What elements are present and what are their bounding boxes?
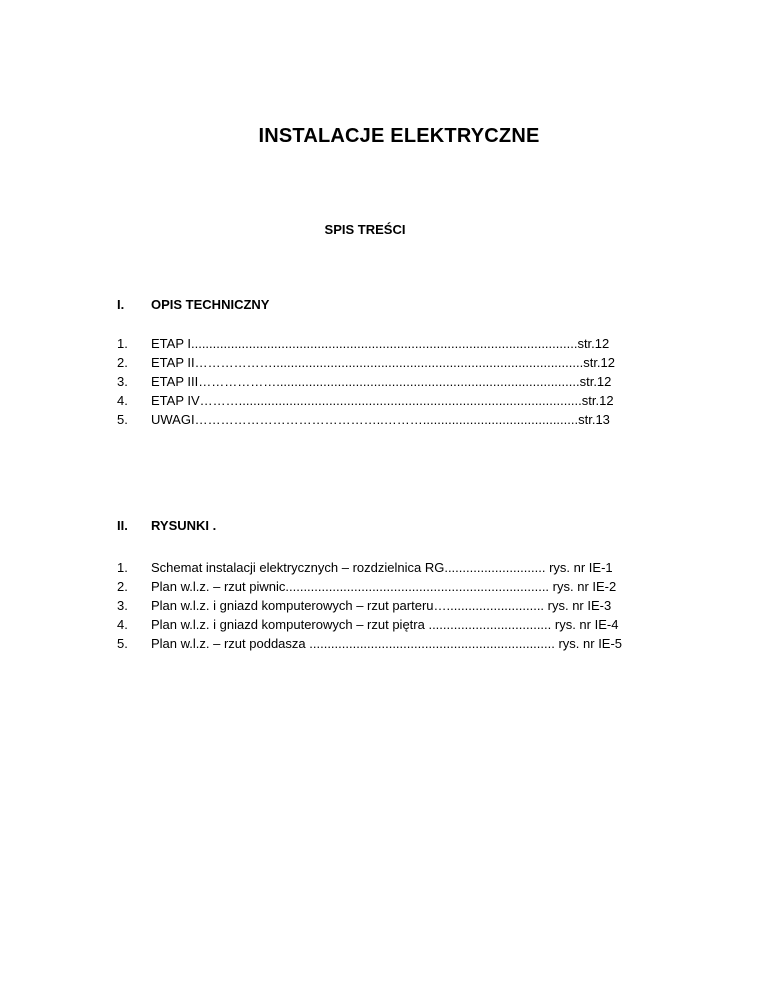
toc-entry	[117, 334, 663, 353]
entry-text: Plan w.l.z. i gniazd komputerowych – rzut piętra .................................. rys. nr IE-4	[151, 617, 619, 632]
entry-number: 5.	[117, 412, 128, 427]
toc-list-opis	[117, 334, 663, 429]
entry-text: ETAP IV………...............................................................................................str.12	[151, 393, 614, 408]
document-title: INSTALACJE ELEKTRYCZNE	[258, 125, 540, 147]
toc-list-rysunki	[117, 558, 677, 653]
entry-number: 4.	[117, 617, 128, 632]
toc-entry	[117, 615, 677, 634]
entry-text: Schemat instalacji elektrycznych – rozdzielnica RG............................ rys. nr IE-1	[151, 560, 613, 575]
entry-number: 1.	[117, 560, 128, 575]
toc-entry	[117, 391, 663, 410]
toc-entry	[117, 596, 677, 615]
entry-text: Plan w.l.z. – rzut poddasza .................................................................... rys. nr IE-5	[151, 636, 623, 651]
entry-text: ETAP III………………....................................................................................str.12	[151, 374, 612, 389]
entry-number: 2.	[117, 579, 128, 594]
section-title: RYSUNKI .	[151, 518, 217, 533]
entry-number: 3.	[117, 374, 128, 389]
toc-entry	[117, 558, 677, 577]
toc-heading: SPIS TREŚCI	[324, 222, 406, 237]
section-heading-rysunki	[117, 518, 216, 533]
entry-number: 3.	[117, 598, 128, 613]
entry-text: Plan w.l.z. – rzut piwnic......................................................................... rys. nr IE-2	[151, 579, 617, 594]
toc-entry	[117, 353, 663, 372]
toc-entry	[117, 410, 663, 429]
entry-number: 1.	[117, 336, 128, 351]
toc-entry	[117, 634, 677, 653]
entry-number: 2.	[117, 355, 128, 370]
entry-text: ETAP I...........................................................................................................str.12	[151, 336, 610, 351]
section-heading-opis	[117, 297, 269, 312]
entry-text: Plan w.l.z. i gniazd komputerowych – rzut parteru…........................... rys. nr IE-3	[151, 598, 612, 613]
section-number: II.	[117, 518, 128, 533]
toc-entry	[117, 577, 677, 596]
toc-entry	[117, 372, 663, 391]
entry-number: 5.	[117, 636, 128, 651]
entry-number: 4.	[117, 393, 128, 408]
entry-text: UWAGI……………………………………..………...........................................str.13	[151, 412, 610, 427]
entry-text: ETAP II………………......................................................................................str.12	[151, 355, 616, 370]
section-number: I.	[117, 297, 125, 312]
section-title: OPIS TECHNICZNY	[151, 297, 270, 312]
